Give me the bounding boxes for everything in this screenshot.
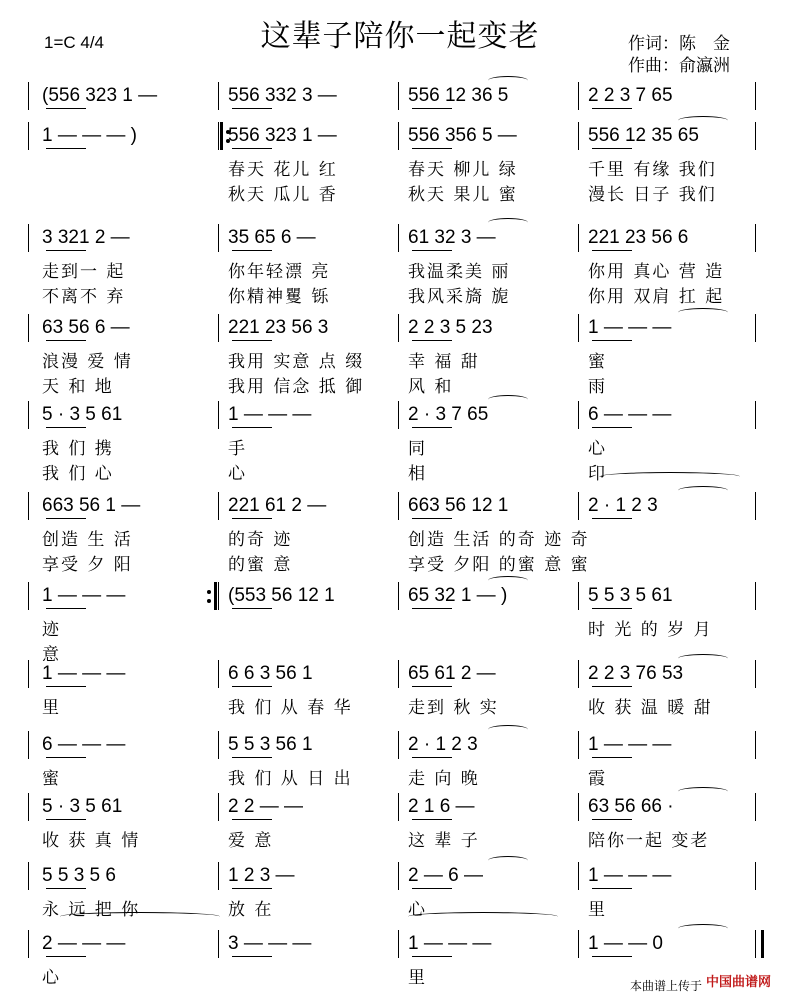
beam-line — [232, 819, 272, 820]
beam-line — [592, 427, 632, 428]
beam-line — [46, 340, 86, 341]
slur-arc — [488, 576, 528, 585]
composer-credit: 作曲：俞瀛洲 — [628, 56, 730, 76]
bar-line — [755, 582, 756, 610]
upload-note: 本曲谱上传于 — [629, 979, 702, 993]
repeat-start-bar — [220, 122, 223, 150]
lyric-text: 同 — [408, 439, 427, 459]
lyric-text: 你用 真心 营 造 — [588, 262, 725, 282]
lyric-text: 我 们 从 春 华 — [228, 698, 353, 718]
beam-line — [592, 108, 632, 109]
lyric-text: 爱 意 — [228, 831, 274, 851]
lyric-text: 迹 — [42, 620, 61, 640]
beam-line — [46, 108, 86, 109]
notation-measure: 1 — — — — [588, 734, 672, 755]
bar-line — [218, 930, 219, 958]
slur-arc — [678, 924, 728, 933]
lyric-text: 享受 夕 阳 — [42, 555, 133, 575]
bar-line — [398, 582, 399, 610]
lyric-text: 心 — [42, 968, 61, 988]
beam-line — [592, 956, 632, 957]
beam-line — [46, 686, 86, 687]
bar-line — [28, 582, 29, 610]
notation-measure: 556 332 3 — — [228, 85, 337, 106]
repeat-dot — [207, 590, 211, 594]
bar-line — [28, 731, 29, 759]
notation-measure: 3 — — — — [228, 933, 312, 954]
lyric-text: 心 — [408, 900, 427, 920]
lyric-text: 春天 柳儿 绿 — [408, 160, 518, 180]
beam-line — [232, 888, 272, 889]
bar-line — [755, 731, 756, 759]
beam-line — [592, 518, 632, 519]
tie-arc — [60, 912, 220, 921]
notation-measure: 1 2 3 — — [228, 865, 295, 886]
notation-measure: 556 12 35 65 — [588, 125, 699, 146]
lyric-text: 风 和 — [408, 377, 454, 397]
beam-line — [46, 757, 86, 758]
notation-measure: 65 32 1 — ) — [408, 585, 508, 606]
lyric-text: 里 — [588, 900, 607, 920]
lyric-text: 享受 夕阳 的蜜 意 蜜 — [408, 555, 590, 575]
beam-line — [412, 108, 452, 109]
bar-line — [755, 793, 756, 821]
bar-line — [28, 82, 29, 110]
beam-line — [412, 819, 452, 820]
bar-line — [218, 793, 219, 821]
bar-line — [28, 793, 29, 821]
beam-line — [232, 757, 272, 758]
bar-line — [28, 122, 29, 150]
bar-line — [578, 224, 579, 252]
beam-line — [592, 250, 632, 251]
notation-measure: 221 23 56 3 — [228, 317, 329, 338]
bar-line — [398, 660, 399, 688]
lyric-text: 雨 — [588, 377, 607, 397]
beam-line — [412, 608, 452, 609]
slur-arc — [678, 654, 728, 663]
notation-measure: 5 5 3 56 1 — [228, 734, 313, 755]
notation-measure: 556 356 5 — — [408, 125, 517, 146]
notation-measure: 2 · 1 2 3 — [588, 495, 658, 516]
bar-line — [28, 224, 29, 252]
bar-line — [398, 930, 399, 958]
notation-measure: (553 56 12 1 — [228, 585, 335, 606]
notation-measure: 65 61 2 — — [408, 663, 496, 684]
lyric-text: 永 远 把 你 — [42, 900, 141, 920]
bar-line — [398, 122, 399, 150]
lyric-text: 我温柔美 丽 — [408, 262, 511, 282]
beam-line — [46, 427, 86, 428]
bar-line — [218, 731, 219, 759]
lyric-text: 你用 双肩 扛 起 — [588, 287, 725, 307]
notation-measure: 2 — — — — [42, 933, 126, 954]
slur-arc — [678, 486, 728, 495]
repeat-end-bar — [214, 582, 217, 610]
notation-measure: 2 — 6 — — [408, 865, 483, 886]
beam-line — [592, 340, 632, 341]
beam-line — [46, 250, 86, 251]
notation-measure: 1 — — — — [42, 663, 126, 684]
beam-line — [592, 148, 632, 149]
lyric-text: 秋天 瓜儿 香 — [228, 185, 338, 205]
lyric-text: 收 获 真 情 — [42, 831, 141, 851]
notation-measure: 2 2 3 76 53 — [588, 663, 684, 684]
beam-line — [232, 148, 272, 149]
notation-measure: 221 61 2 — — [228, 495, 327, 516]
bar-line — [28, 492, 29, 520]
lyric-text: 里 — [408, 968, 427, 988]
bar-line — [218, 122, 219, 150]
bar-line — [398, 314, 399, 342]
bar-line — [578, 122, 579, 150]
beam-line — [592, 819, 632, 820]
notation-measure: 2 · 3 7 65 — [408, 404, 489, 425]
lyric-text: 心 — [228, 464, 247, 484]
bar-line — [218, 582, 219, 610]
lyric-text: 浪漫 爱 情 — [42, 352, 133, 372]
beam-line — [592, 686, 632, 687]
bar-line — [755, 314, 756, 342]
key-signature: 1=C 4/4 — [44, 33, 105, 52]
bar-line — [755, 82, 756, 110]
beam-line — [46, 608, 86, 609]
notation-measure: 3 321 2 — — [42, 227, 130, 248]
lyric-text: 我 们 心 — [42, 464, 114, 484]
bar-line — [398, 82, 399, 110]
beam-line — [46, 148, 86, 149]
notation-measure: 6 — — — — [42, 734, 126, 755]
lyric-text: 不离不 弃 — [42, 287, 126, 307]
slur-arc — [678, 787, 728, 796]
notation-measure: 5 · 3 5 61 — [42, 404, 123, 425]
tie-arc — [600, 472, 740, 481]
lyric-text: 你精神矍 铄 — [228, 287, 331, 307]
beam-line — [412, 340, 452, 341]
bar-line — [218, 314, 219, 342]
lyric-text: 收 获 温 暖 甜 — [588, 698, 713, 718]
beam-line — [46, 819, 86, 820]
lyric-text: 意 — [42, 645, 61, 665]
lyric-text: 我风采旖 旎 — [408, 287, 511, 307]
lyric-text: 蜜 — [588, 352, 607, 372]
bar-line — [578, 793, 579, 821]
final-bar — [761, 930, 764, 958]
notation-measure: 35 65 6 — — [228, 227, 316, 248]
bar-line — [755, 224, 756, 252]
bar-line — [28, 930, 29, 958]
beam-line — [592, 757, 632, 758]
beam-line — [232, 686, 272, 687]
lyric-text: 漫长 日子 我们 — [588, 185, 717, 205]
notation-measure: (556 323 1 — — [42, 85, 158, 106]
lyric-text: 春天 花儿 红 — [228, 160, 338, 180]
lyric-text: 的奇 迹 — [228, 530, 293, 550]
notation-measure: 1 — — — — [408, 933, 492, 954]
lyric-text: 走到 秋 实 — [408, 698, 499, 718]
beam-line — [232, 108, 272, 109]
bar-line — [578, 314, 579, 342]
beam-line — [412, 148, 452, 149]
notation-measure: 2 1 6 — — [408, 796, 475, 817]
beam-line — [412, 888, 452, 889]
lyric-text: 心 — [588, 439, 607, 459]
site-logo: 中国曲谱网 — [706, 975, 772, 990]
lyric-text: 的蜜 意 — [228, 555, 293, 575]
bar-line — [578, 930, 579, 958]
slur-arc — [488, 395, 528, 404]
beam-line — [232, 250, 272, 251]
notation-measure: 63 56 66 · — [588, 796, 674, 817]
lyric-text: 印 — [588, 464, 607, 484]
notation-measure: 5 · 3 5 61 — [42, 796, 123, 817]
beam-line — [592, 888, 632, 889]
notation-measure: 6 6 3 56 1 — [228, 663, 313, 684]
notation-measure: 556 323 1 — — [228, 125, 337, 146]
lyric-text: 走 向 晚 — [408, 769, 480, 789]
lyric-text: 天 和 地 — [42, 377, 114, 397]
notation-measure: 6 — — — — [588, 404, 672, 425]
slur-arc — [488, 76, 528, 85]
slur-arc — [488, 725, 528, 734]
notation-measure: 663 56 12 1 — [408, 495, 509, 516]
lyric-text: 千里 有缘 我们 — [588, 160, 717, 180]
bar-line — [398, 401, 399, 429]
bar-line — [755, 122, 756, 150]
bar-line — [578, 82, 579, 110]
page-title: 这辈子陪你一起变老 — [260, 19, 540, 54]
bar-line — [578, 731, 579, 759]
bar-line — [28, 314, 29, 342]
slur-arc — [488, 218, 528, 227]
beam-line — [46, 956, 86, 957]
notation-measure: 2 2 3 7 65 — [588, 85, 673, 106]
lyricist-credit: 作词：陈 金 — [628, 34, 730, 54]
lyric-text: 这 辈 子 — [408, 831, 480, 851]
bar-line — [578, 660, 579, 688]
lyric-text: 陪你一起 变老 — [588, 831, 710, 851]
repeat-dot — [207, 599, 211, 603]
beam-line — [412, 518, 452, 519]
bar-line — [578, 582, 579, 610]
notation-measure: 1 — — — — [42, 585, 126, 606]
slur-arc — [678, 308, 728, 317]
lyric-text: 蜜 — [42, 769, 61, 789]
bar-line — [398, 224, 399, 252]
tie-arc — [408, 912, 558, 921]
bar-line — [578, 401, 579, 429]
notation-measure: 663 56 1 — — [42, 495, 141, 516]
beam-line — [592, 608, 632, 609]
beam-line — [232, 427, 272, 428]
lyric-text: 我用 实意 点 缀 — [228, 352, 365, 372]
lyric-text: 创造 生 活 — [42, 530, 133, 550]
beam-line — [412, 956, 452, 957]
notation-measure: 63 56 6 — — [42, 317, 130, 338]
bar-line — [755, 492, 756, 520]
lyric-text: 走到一 起 — [42, 262, 126, 282]
bar-line — [755, 862, 756, 890]
bar-line — [218, 224, 219, 252]
notation-measure: 221 23 56 6 — [588, 227, 689, 248]
bar-line — [28, 660, 29, 688]
bar-line — [755, 930, 756, 958]
notation-measure: 61 32 3 — — [408, 227, 496, 248]
notation-measure: 1 — — — — [588, 865, 672, 886]
beam-line — [46, 518, 86, 519]
notation-measure: 1 — — — ) — [42, 125, 138, 146]
lyric-text: 你年轻漂 亮 — [228, 262, 331, 282]
bar-line — [398, 793, 399, 821]
lyric-text: 手 — [228, 439, 247, 459]
slur-arc — [488, 856, 528, 865]
bar-line — [218, 492, 219, 520]
bar-line — [398, 492, 399, 520]
notation-measure: 5 5 3 5 61 — [588, 585, 673, 606]
notation-measure: 2 2 3 5 23 — [408, 317, 493, 338]
bar-line — [755, 660, 756, 688]
bar-line — [28, 862, 29, 890]
beam-line — [412, 757, 452, 758]
beam-line — [232, 608, 272, 609]
beam-line — [46, 888, 86, 889]
lyric-text: 相 — [408, 464, 427, 484]
lyric-text: 霞 — [588, 769, 607, 789]
lyric-text: 我 们 携 — [42, 439, 114, 459]
beam-line — [232, 340, 272, 341]
notation-measure: 1 — — — — [228, 404, 312, 425]
notation-measure: 5 5 3 5 6 — [42, 865, 116, 886]
beam-line — [232, 956, 272, 957]
beam-line — [412, 686, 452, 687]
lyric-text: 幸 福 甜 — [408, 352, 480, 372]
lyric-text: 我 们 从 日 出 — [228, 769, 353, 789]
beam-line — [412, 250, 452, 251]
bar-line — [398, 862, 399, 890]
beam-line — [412, 427, 452, 428]
bar-line — [578, 492, 579, 520]
lyric-text: 时 光 的 岁 月 — [588, 620, 713, 640]
lyric-text: 里 — [42, 698, 61, 718]
lyric-text: 放 在 — [228, 900, 274, 920]
notation-measure: 2 · 1 2 3 — [408, 734, 478, 755]
slur-arc — [678, 116, 728, 125]
lyric-text: 我用 信念 抵 御 — [228, 377, 365, 397]
lyric-text: 创造 生活 的奇 迹 奇 — [408, 530, 590, 550]
beam-line — [232, 518, 272, 519]
lyric-text: 秋天 果儿 蜜 — [408, 185, 518, 205]
bar-line — [218, 82, 219, 110]
bar-line — [218, 401, 219, 429]
bar-line — [578, 862, 579, 890]
notation-measure: 1 — — — — [588, 317, 672, 338]
bar-line — [398, 731, 399, 759]
notation-measure: 2 2 — — — [228, 796, 303, 817]
notation-measure: 1 — — 0 — [588, 933, 663, 954]
bar-line — [755, 401, 756, 429]
notation-measure: 556 12 36 5 — [408, 85, 509, 106]
bar-line — [218, 862, 219, 890]
bar-line — [28, 401, 29, 429]
bar-line — [218, 660, 219, 688]
